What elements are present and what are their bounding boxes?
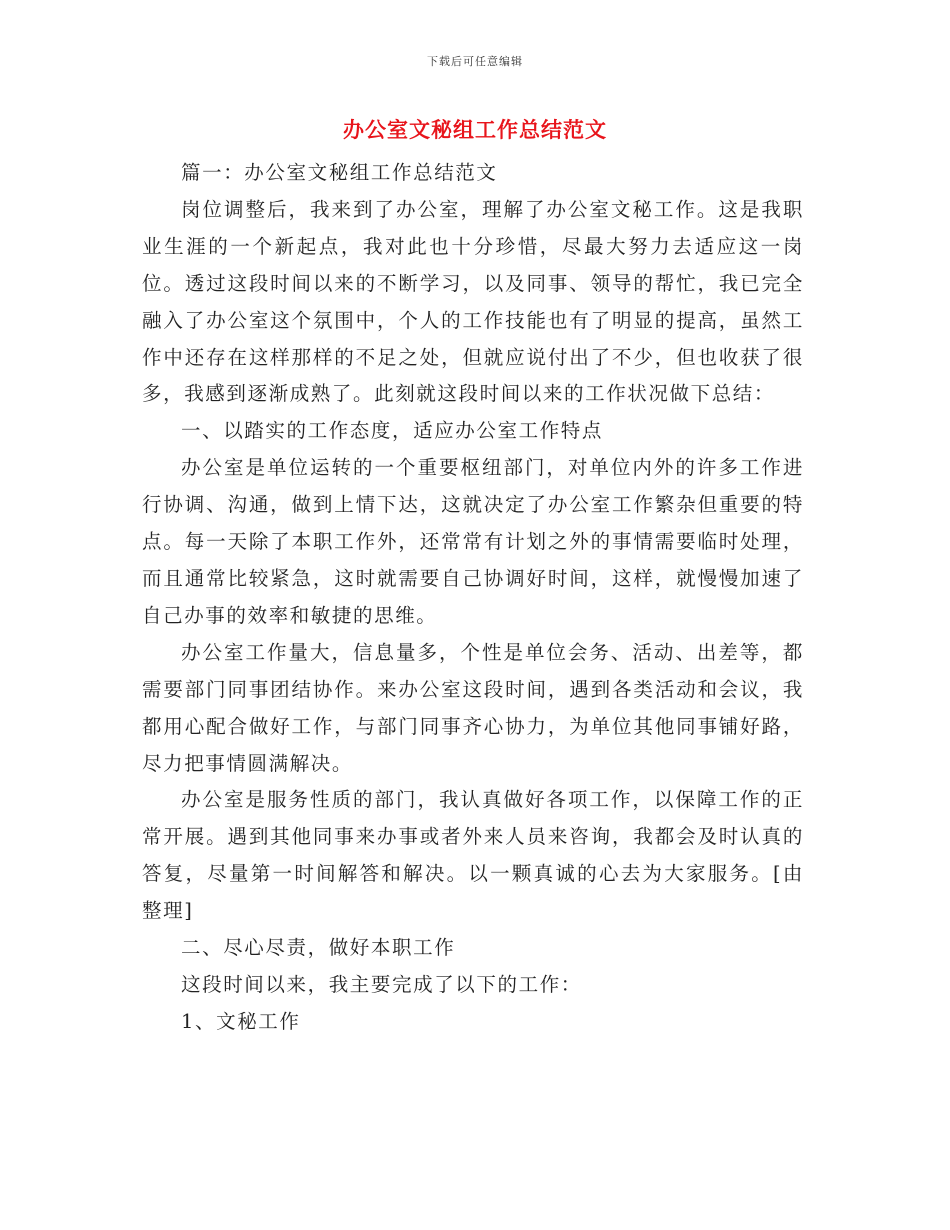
body-paragraph-workload: 办公室工作量大，信息量多，个性是单位会务、活动、出差等，都需要部门同事团结协作。来办公室这段时间，遇到各类活动和会议，我都用心配合做好工作，与部门同事齐心协力，为单位其他同事铺好路，尽力把事情圆满解决。 (142, 640, 804, 775)
header-note: 下载后可任意编辑 (427, 55, 523, 68)
body-paragraph-service: 办公室是服务性质的部门，我认真做好各项工作，以保障工作的正常开展。遇到其他同事来办事或者外来人员来咨询，我都会及时认真的答复，尽量第一时间解答和解决。以一颗真诚的心去为大家服务。[由整理] (142, 788, 804, 923)
list-item-secretarial: 1、文秘工作 (181, 1009, 301, 1033)
body-paragraph-tasks: 这段时间以来，我主要完成了以下的工作： (181, 972, 582, 996)
section-heading-part-one: 篇一：办公室文秘组工作总结范文 (181, 161, 498, 184)
section-heading-2: 二、尽心尽责，做好本职工作 (181, 936, 456, 960)
document-title: 办公室文秘组工作总结范文 (343, 117, 607, 142)
document-body (142, 155, 804, 1041)
body-paragraph-hub: 办公室是单位运转的一个重要枢纽部门，对单位内外的许多工作进行协调、沟通，做到上情下达，这就决定了办公室工作繁杂但重要的特点。每一天除了本职工作外，还常常有计划之外的事情需要临时处理，而且通常比较紧急，这时就需要自己协调好时间，这样，就慢慢加速了自己办事的效率和敏捷的思维。 (142, 456, 804, 627)
section-heading-1: 一、以踏实的工作态度，适应办公室工作特点 (181, 419, 604, 443)
body-paragraph-intro: 岗位调整后，我来到了办公室，理解了办公室文秘工作。这是我职业生涯的一个新起点，我对此也十分珍惜，尽最大努力去适应这一岗位。透过这段时间以来的不断学习，以及同事、领导的帮忙，我已完全融入了办公室这个氛围中，个人的工作技能也有了明显的提高，虽然工作中还存在这样那样的不足之处，但就应说付出了不少，但也收获了很多，我感到逐渐成熟了。此刻就这段时间以来的工作状况做下总结： (142, 197, 804, 406)
